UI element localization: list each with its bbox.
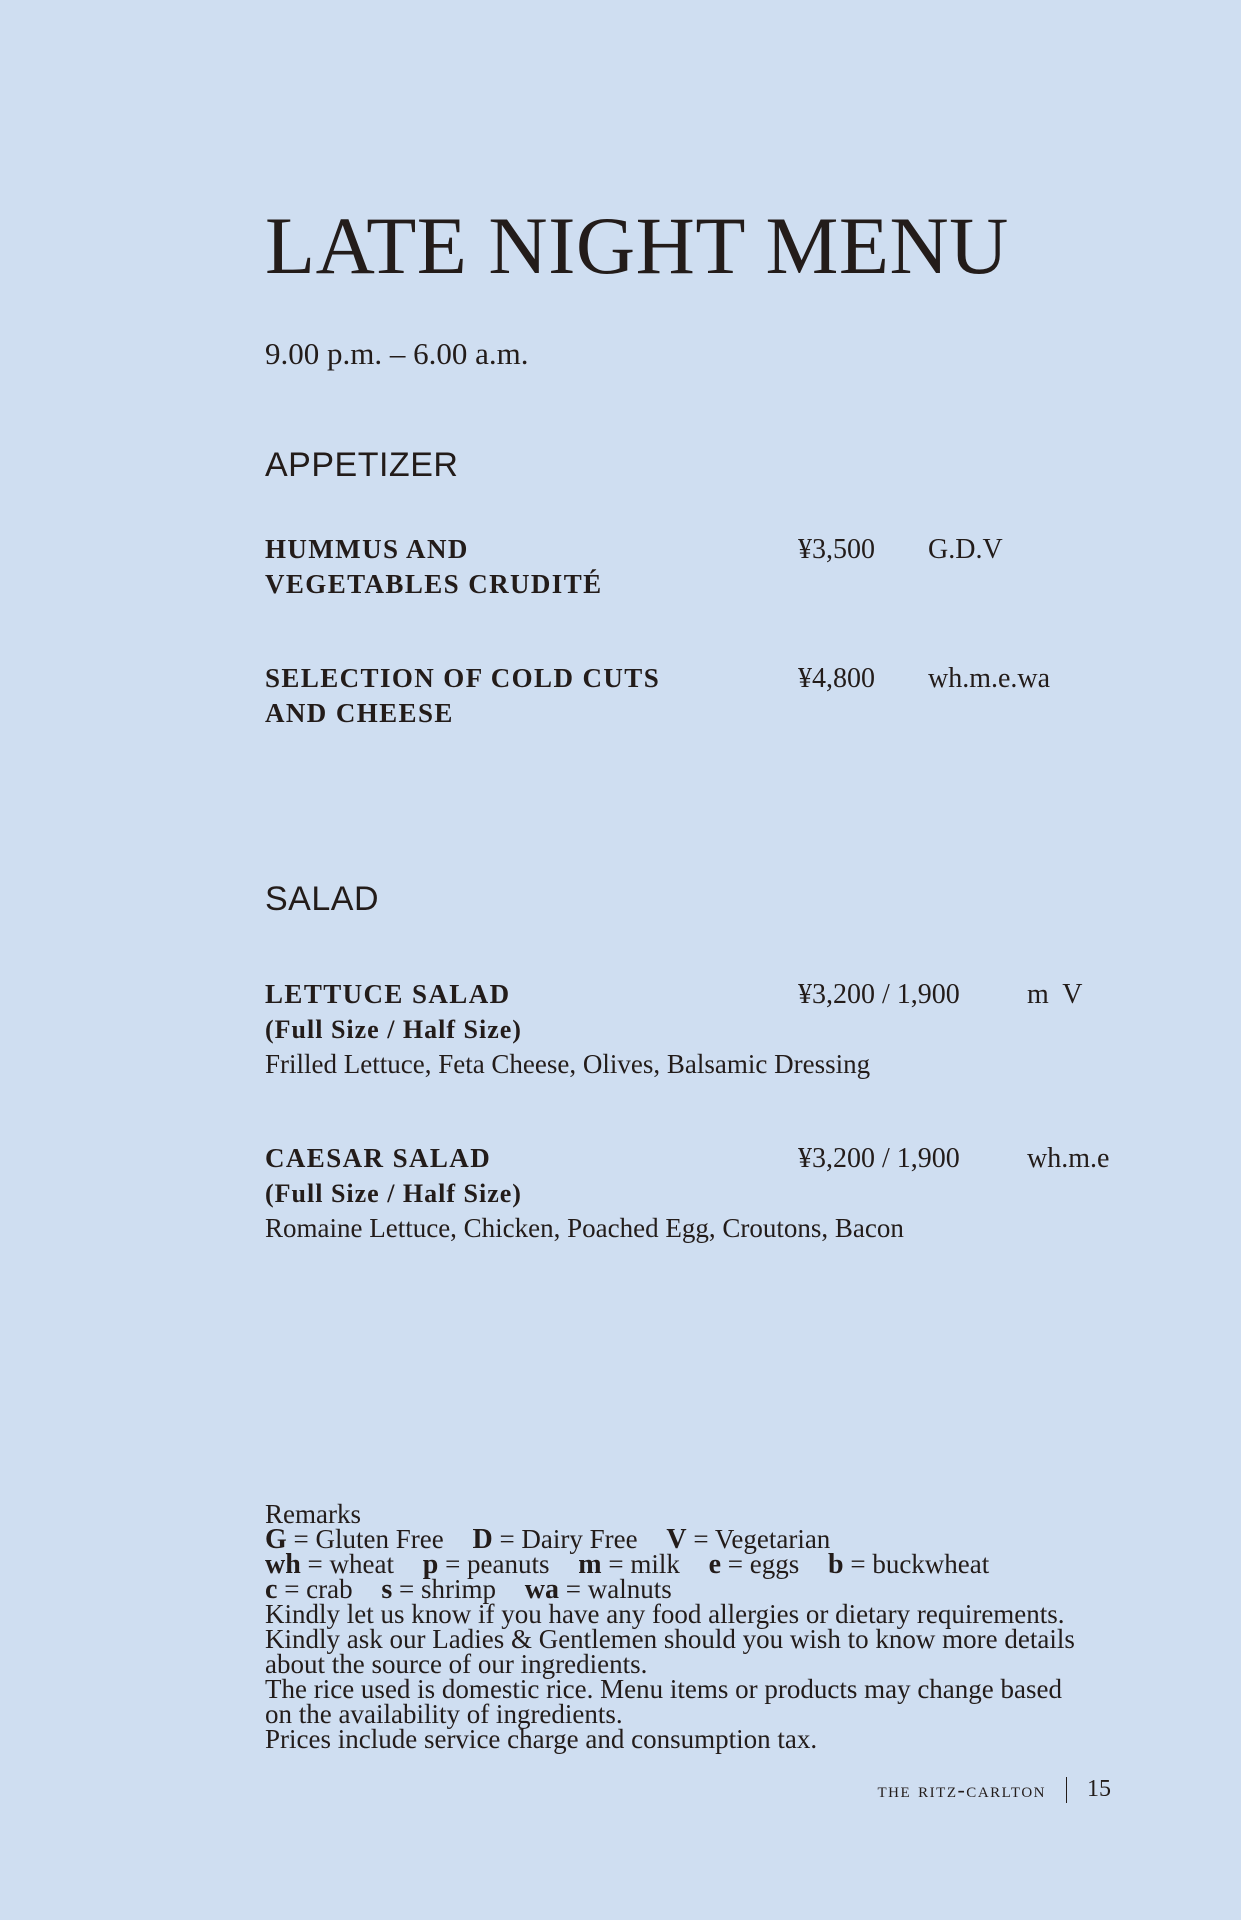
item-name: LETTUCE SALAD (265, 979, 511, 1009)
menu-item-lettuce-salad (265, 977, 1165, 1082)
item-allergens: m V (1027, 979, 1083, 1010)
item-price: ¥3,200 / 1,900 (798, 979, 960, 1010)
item-price: ¥4,800 (798, 663, 875, 694)
page-title: LATE NIGHT MENU (265, 199, 1009, 291)
section-heading-appetizer: APPETIZER (265, 446, 459, 484)
legend-gluten-free: G = Gluten Free (265, 1524, 444, 1555)
menu-item-cold-cuts (265, 661, 1165, 731)
menu-item-caesar-salad (265, 1141, 1165, 1246)
brand-name: the ritz-carlton (877, 1776, 1046, 1802)
footer-divider (1066, 1777, 1067, 1803)
item-description: Frilled Lettuce, Feta Cheese, Olives, Balsamic Dressing (265, 1049, 871, 1079)
page-footer (878, 1776, 1112, 1803)
item-price: ¥3,200 / 1,900 (798, 1143, 960, 1174)
legend-shrimp: s = shrimp (381, 1574, 497, 1605)
note-rice: The rice used is domestic rice. Menu items or products may change based (265, 1674, 1063, 1704)
legend-milk: m = milk (578, 1549, 680, 1580)
note-ingredient-source: Kindly ask our Ladies & Gentlemen should you wish to know more details (265, 1624, 1075, 1654)
legend-vegetarian: V = Vegetarian (666, 1524, 831, 1555)
legend-dairy-free: D = Dairy Free (472, 1524, 638, 1555)
item-price: ¥3,500 (798, 534, 875, 565)
legend-wheat: wh = wheat (265, 1549, 394, 1580)
note-allergies: Kindly let us know if you have any food allergies or dietary requirements. (265, 1599, 1065, 1629)
legend-eggs: e = eggs (708, 1549, 800, 1580)
item-name: AND CHEESE (265, 698, 454, 728)
item-allergens: wh.m.e.wa (928, 663, 1051, 694)
item-allergens: wh.m.e (1027, 1143, 1110, 1174)
item-name: SELECTION OF COLD CUTS (265, 663, 661, 693)
service-hours: 9.00 p.m. – 6.00 a.m. (265, 336, 529, 371)
item-allergens: G.D.V (928, 534, 1003, 565)
item-name: HUMMUS AND (265, 534, 469, 564)
note-rice: on the availability of ingredients. (265, 1699, 623, 1729)
item-name: CAESAR SALAD (265, 1143, 492, 1173)
legend-walnuts: wa = walnuts (524, 1574, 672, 1605)
page-number: 15 (1087, 1776, 1111, 1802)
item-size: (Full Size / Half Size) (265, 1179, 522, 1208)
remarks-block (265, 1499, 1165, 1754)
legend-buckwheat: b = buckwheat (828, 1549, 990, 1580)
menu-item-hummus (265, 532, 1165, 602)
note-prices: Prices include service charge and consumption tax. (265, 1724, 818, 1754)
item-description: Romaine Lettuce, Chicken, Poached Egg, Croutons, Bacon (265, 1213, 904, 1243)
legend-peanuts: p = peanuts (422, 1549, 550, 1580)
note-ingredient-source: about the source of our ingredients. (265, 1649, 648, 1679)
section-heading-salad: SALAD (265, 880, 379, 918)
remarks-heading: Remarks (265, 1499, 361, 1529)
item-size: (Full Size / Half Size) (265, 1015, 522, 1044)
item-name: VEGETABLES CRUDITÉ (265, 569, 603, 599)
legend-crab: c = crab (265, 1574, 353, 1605)
